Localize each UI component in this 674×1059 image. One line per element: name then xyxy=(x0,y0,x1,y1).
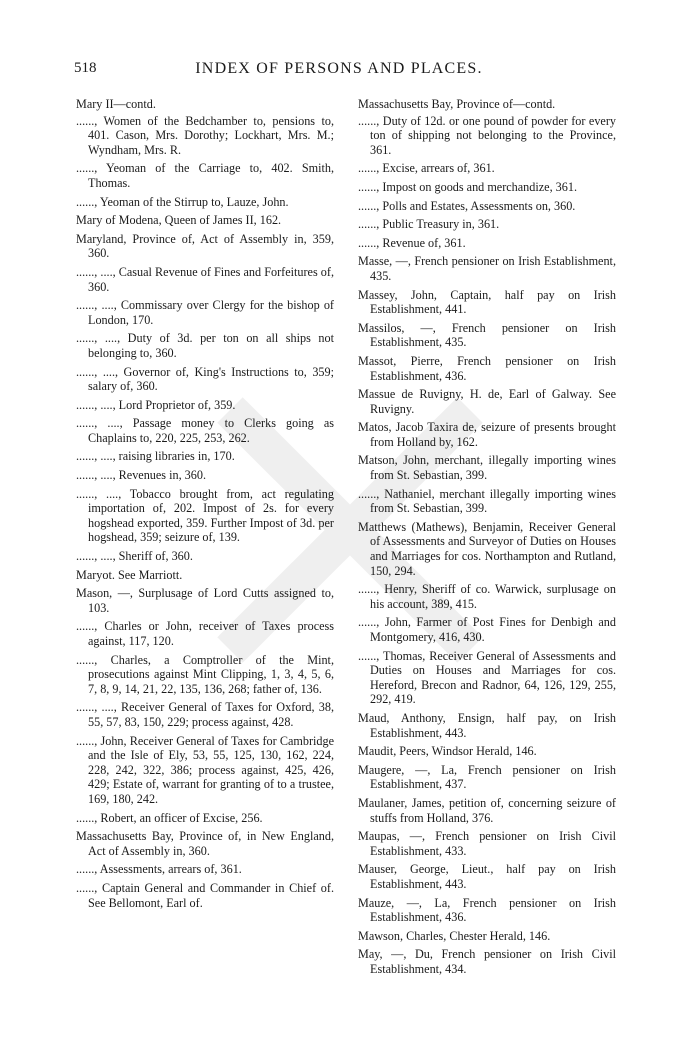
index-entry: Massue de Ruvigny, H. de, Earl of Galway. See Ruvigny. xyxy=(358,387,616,416)
page-number: 518 xyxy=(74,60,97,76)
index-entry: ......, ...., Casual Revenue of Fines and Forfeitures of, 360. xyxy=(76,264,334,294)
index-entry: ......, John, Receiver General of Taxes for Cambridge and the Isle of Ely, 53, 55, 125, 130, 162, 224, 228, 242, 322, 386; process against, 425, 426, 429; Estate of, warrant for granting of to a trustee, 169, 180, 242. xyxy=(76,733,334,806)
index-entry: ......, Women of the Bedchamber to, pensions to, 401. Cason, Mrs. Dorothy; Lockhart, Mrs. M.; Wyndham, Mrs. R. xyxy=(76,113,334,157)
index-entry: Maryot. See Marriott. xyxy=(76,567,183,582)
index-entry: ......, Nathaniel, merchant illegally importing wines from St. Sebastian, 399. xyxy=(358,486,616,516)
index-entry: Matthews (Mathews), Benjamin, Receiver General of Assessments and Surveyor of Duties on Houses and Marriages for cos. Northampton and Rutland, 150, 294. xyxy=(358,519,616,578)
running-title: INDEX OF PERSONS AND PLACES. xyxy=(195,60,483,77)
index-entry: Massachusetts Bay, Province of, in New England, Act of Assembly in, 360. xyxy=(76,829,334,858)
index-entry: Maulaner, James, petition of, concerning seizure of stuffs from Holland, 376. xyxy=(358,795,616,825)
index-entry: Mary of Modena, Queen of James II, 162. xyxy=(76,213,282,228)
index-entry: ......, Duty of 12d. or one pound of powder for every ton of shipping not belonging to the Province, 361. xyxy=(358,113,616,157)
continued-heading: Massachusetts Bay, Province of—contd. xyxy=(358,97,556,111)
index-entry: Maudit, Peers, Windsor Herald, 146. xyxy=(358,744,537,759)
index-entry: Maupas, —, French pensioner on Irish Civil Establishment, 433. xyxy=(358,829,616,858)
index-entry: Mauser, George, Lieut., half pay on Irish Establishment, 443. xyxy=(358,862,616,891)
page-header xyxy=(74,60,604,84)
index-entry: Maryland, Province of, Act of Assembly in, 359, 360. xyxy=(76,231,334,261)
index-entry: ......, ...., Commissary over Clergy for the bishop of London, 170. xyxy=(76,298,334,327)
index-entry: ......, Assessments, arrears of, 361. xyxy=(76,862,242,877)
index-entry: ......, Robert, an officer of Excise, 256. xyxy=(76,810,263,825)
index-entry: Massey, John, Captain, half pay on Irish Establishment, 441. xyxy=(358,287,616,317)
index-entry: May, —, Du, French pensioner on Irish Civil Establishment, 434. xyxy=(358,947,616,976)
index-entry: ......, Yeoman of the Carriage to, 402. Smith, Thomas. xyxy=(76,161,334,190)
index-entry: ......, Charles or John, receiver of Taxes process against, 117, 120. xyxy=(76,619,334,648)
index-entry: Mawson, Charles, Chester Herald, 146. xyxy=(358,928,551,943)
index-entry: ......, Revenue of, 361. xyxy=(358,235,466,250)
index-entry: Mason, —, Surplusage of Lord Cutts assigned to, 103. xyxy=(76,586,334,615)
index-entry: Masse, —, French pensioner on Irish Establishment, 435. xyxy=(358,254,616,283)
index-entry: Massilos, —, French pensioner on Irish Establishment, 435. xyxy=(358,320,616,350)
index-entry: ......, ...., Passage money to Clerks going as Chaplains to, 220, 225, 253, 262. xyxy=(76,416,334,445)
index-entry: Maugere, —, La, French pensioner on Irish Establishment, 437. xyxy=(358,762,616,792)
index-entry: ......, Charles, a Comptroller of the Mint, prosecutions against Mint Clipping, 1, 3, 4, 5, 6, 7, 8, 9, 14, 21, 22, 135, 136, 268; father of, 136. xyxy=(76,652,334,696)
index-entry: ......, ...., Receiver General of Taxes for Oxford, 38, 55, 57, 83, 150, 229; process against, 428. xyxy=(76,700,334,729)
index-entry: Mauze, —, La, French pensioner on Irish Establishment, 436. xyxy=(358,895,616,925)
index-entry: ......, Impost on goods and merchandize, 361. xyxy=(358,179,577,194)
index-entry: ......, ...., Tobacco brought from, act regulating importation of, 202. Impost of 2s. for every hogshead exported, 359. Further Impost of 3d. per hogshead, 359; seizure of, 139. xyxy=(76,486,334,545)
index-entry: ......, ...., Lord Proprietor of, 359. xyxy=(76,397,236,412)
index-entry: Maud, Anthony, Ensign, half pay, on Irish Establishment, 443. xyxy=(358,710,616,740)
index-entry: ......, Captain General and Commander in Chief of. See Bellomont, Earl of. xyxy=(76,880,334,910)
index-entry: Matson, John, merchant, illegally importing wines from St. Sebastian, 399. xyxy=(358,453,616,483)
index-entry: ......, ...., raising libraries in, 170. xyxy=(76,449,235,464)
index-entry: Matos, Jacob Taxira de, seizure of presents brought from Holland by, 162. xyxy=(358,420,616,449)
index-entry: Massot, Pierre, French pensioner on Irish Establishment, 436. xyxy=(358,353,616,383)
index-entry: ......, Public Treasury in, 361. xyxy=(358,217,500,232)
index-entry: ......, Excise, arrears of, 361. xyxy=(358,161,495,176)
index-entry: ......, ...., Revenues in, 360. xyxy=(76,468,206,483)
index-entry: ......, Polls and Estates, Assessments on, 360. xyxy=(358,198,576,213)
left-column xyxy=(76,97,334,914)
right-column xyxy=(358,97,616,980)
index-entry: ......, ...., Governor of, King's Instructions to, 359; salary of, 360. xyxy=(76,364,334,394)
index-entry: ......, Henry, Sheriff of co. Warwick, surplusage on his account, 389, 415. xyxy=(358,582,616,611)
index-entry: ......, Thomas, Receiver General of Assessments and Duties on Houses and Marriages for cos. Hereford, Brecon and Radnor, 64, 126, 129, 255, 292, 419. xyxy=(358,648,616,707)
continued-heading: Mary II—contd. xyxy=(76,97,156,111)
index-entry: ......, ...., Sheriff of, 360. xyxy=(76,549,193,564)
index-entry: ......, Yeoman of the Stirrup to, Lauze, John. xyxy=(76,194,289,209)
index-entry: ......, ...., Duty of 3d. per ton on all ships not belonging to, 360. xyxy=(76,331,334,360)
index-entry: ......, John, Farmer of Post Fines for Denbigh and Montgomery, 416, 430. xyxy=(358,615,616,644)
